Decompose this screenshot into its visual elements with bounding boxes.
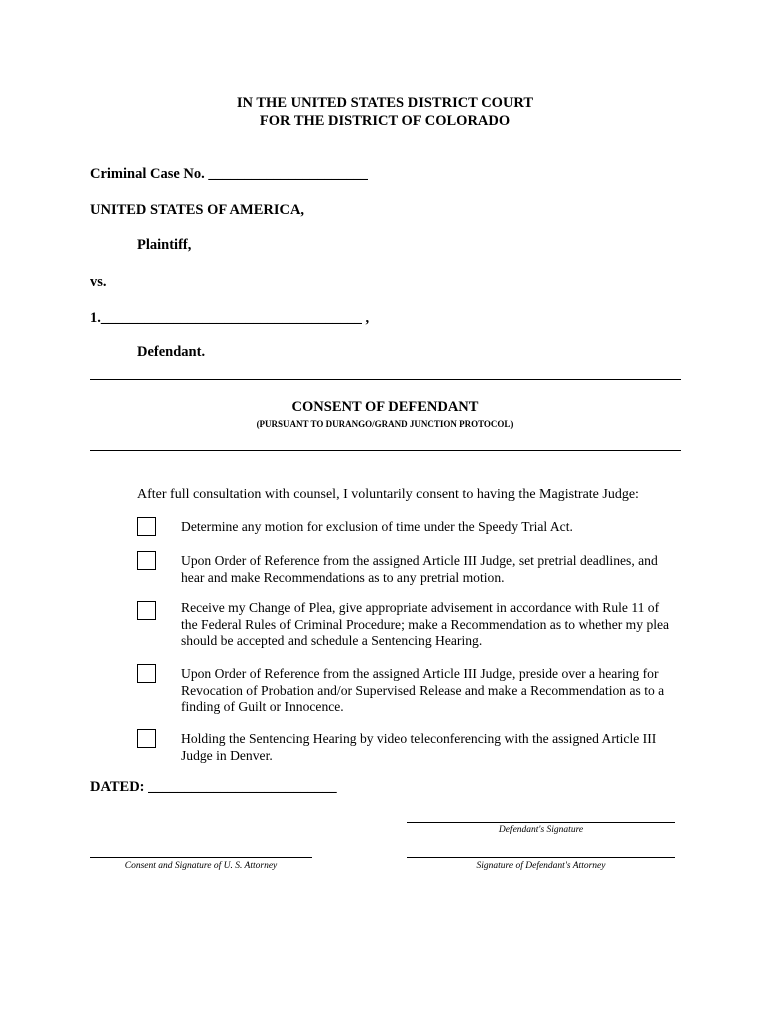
caption-divider-top xyxy=(90,379,681,380)
consent-item-1: Determine any motion for exclusion of time under the Speedy Trial Act. xyxy=(181,519,573,534)
dated-line: DATED: __________________________ xyxy=(90,779,337,795)
document-subtitle: (PURSUANT TO DURANGO/GRAND JUNCTION PROTOCOL) xyxy=(256,419,514,429)
court-name: IN THE UNITED STATES DISTRICT COURT xyxy=(236,95,534,111)
caption-divider-bottom xyxy=(90,450,681,451)
defendant-role: Defendant. xyxy=(137,344,206,360)
document-title: CONSENT OF DEFENDANT xyxy=(291,399,479,415)
consent-checkbox-4[interactable] xyxy=(137,664,156,683)
us-attorney-signature-line[interactable] xyxy=(90,857,312,858)
criminal-case-number: Criminal Case No. ______________________ xyxy=(90,166,368,182)
us-attorney-signature-caption: Consent and Signature of U. S. Attorney xyxy=(124,861,278,871)
consent-checkbox-5[interactable] xyxy=(137,729,156,748)
defendant-party: 1.____________________________________ , xyxy=(90,310,370,326)
plaintiff-party: UNITED STATES OF AMERICA, xyxy=(90,202,305,218)
consent-checkbox-3[interactable] xyxy=(137,601,156,620)
consent-checkbox-2[interactable] xyxy=(137,551,156,570)
defendant-signature-caption: Defendant's Signature xyxy=(498,825,584,835)
consent-item-5: Holding the Sentencing Hearing by video teleconferencing with the assigned Article III Judge in Denver. xyxy=(181,731,657,763)
defendant-signature-line[interactable] xyxy=(407,822,675,823)
defense-attorney-signature-caption: Signature of Defendant's Attorney xyxy=(476,861,606,871)
consent-item-4: Upon Order of Reference from the assigned Article III Judge, preside over a hearing for Revocation of Probation and/or Supervised Release and make a Recommendation as to a finding of Guilt or Innocence. xyxy=(181,666,665,714)
court-district: FOR THE DISTRICT OF COLORADO xyxy=(259,113,511,129)
plaintiff-role: Plaintiff, xyxy=(137,237,192,253)
versus: vs. xyxy=(90,274,107,290)
consent-item-2: Upon Order of Reference from the assigned Article III Judge, set pretrial deadlines, and hear and make Recommendations as to any pretrial motion. xyxy=(181,553,658,585)
consent-checkbox-1[interactable] xyxy=(137,517,156,536)
consent-intro: After full consultation with counsel, I voluntarily consent to having the Magistrate Judge: xyxy=(137,487,639,502)
defense-attorney-signature-line[interactable] xyxy=(407,857,675,858)
consent-item-3: Receive my Change of Plea, give appropriate advisement in accordance with Rule 11 of the Federal Rules of Criminal Procedure; make a Recommendation as to whether my plea should be accepted and schedule a Sentencing Hearing. xyxy=(181,600,670,648)
